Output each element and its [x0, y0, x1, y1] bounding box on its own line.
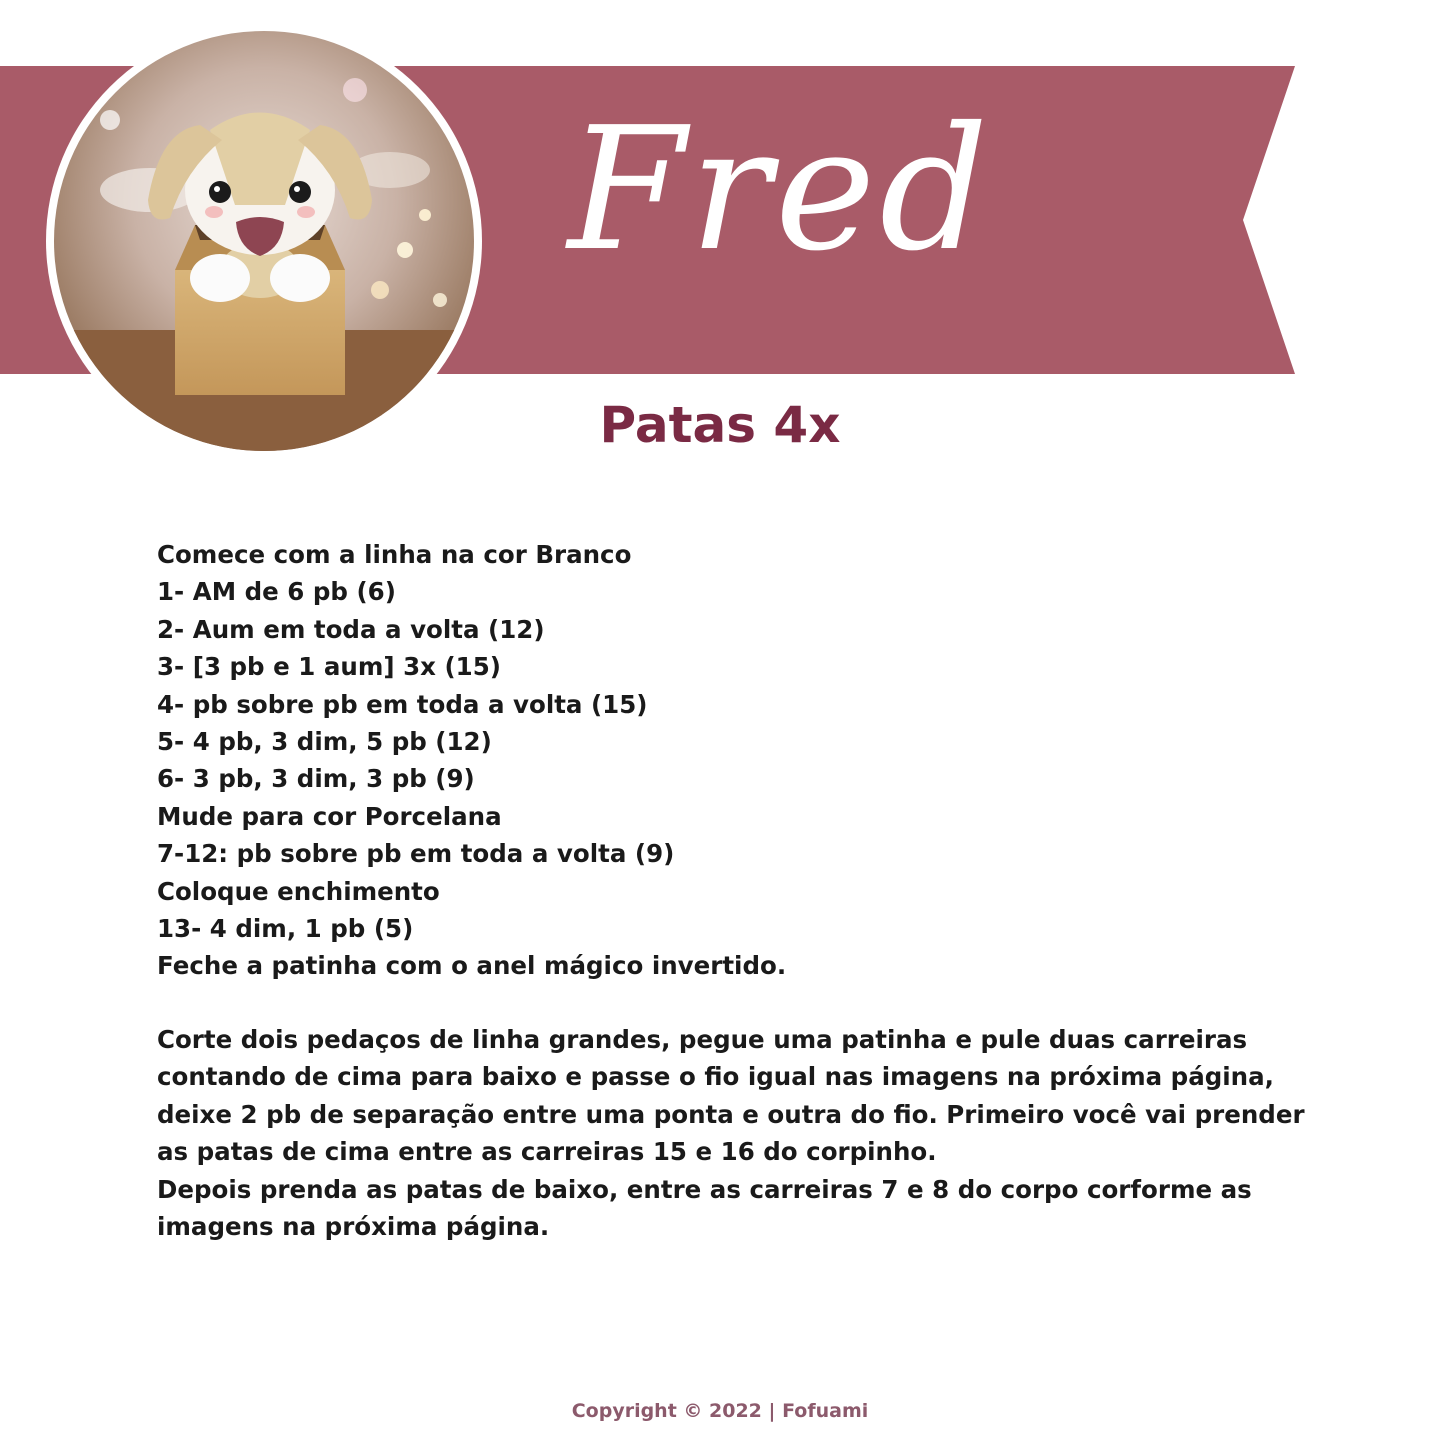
instruction-line: 3- [3 pb e 1 aum] 3x (15): [157, 652, 501, 682]
notes-paragraph-2: Depois prenda as patas de baixo, entre as carreiras 7 e 8 do corpo corforme as imagens na próxima página.: [157, 1174, 1252, 1242]
instruction-line: Coloque enchimento: [157, 876, 440, 906]
instruction-line: 7-12: pb sobre pb em toda a volta (9): [157, 839, 675, 869]
instruction-list: [157, 536, 1317, 985]
pattern-title: Fred: [567, 91, 993, 289]
instruction-line: 1- AM de 6 pb (6): [157, 577, 396, 607]
instruction-line: 2- Aum em toda a volta (12): [157, 614, 545, 644]
instruction-line: Comece com a linha na cor Branco: [157, 540, 632, 569]
assembly-notes: [157, 1021, 1317, 1245]
notes-paragraph-1: Corte dois pedaços de linha grandes, pegue uma patinha e pule duas carreiras contando de cima para baixo e passe o fio igual nas imagens na próxima página, deixe 2 pb de separação entre uma ponta e outra do fio. Primeiro você vai prender as patas de cima entre as carreiras 15 e 16 do corpinho.: [157, 1025, 1305, 1167]
instruction-line: 5- 4 pb, 3 dim, 5 pb (12): [157, 727, 492, 757]
instruction-line: Mude para cor Porcelana: [157, 801, 502, 831]
instruction-line: Feche a patinha com o anel mágico invertido.: [157, 951, 787, 981]
instruction-line: 13- 4 dim, 1 pb (5): [157, 914, 414, 944]
instruction-line: 6- 3 pb, 3 dim, 3 pb (9): [157, 764, 475, 794]
copyright-footer: Copyright © 2022 | Fofuami: [571, 1400, 869, 1422]
instruction-line: 4- pb sobre pb em toda a volta (15): [157, 689, 648, 719]
section-heading: Patas 4x: [599, 396, 841, 454]
